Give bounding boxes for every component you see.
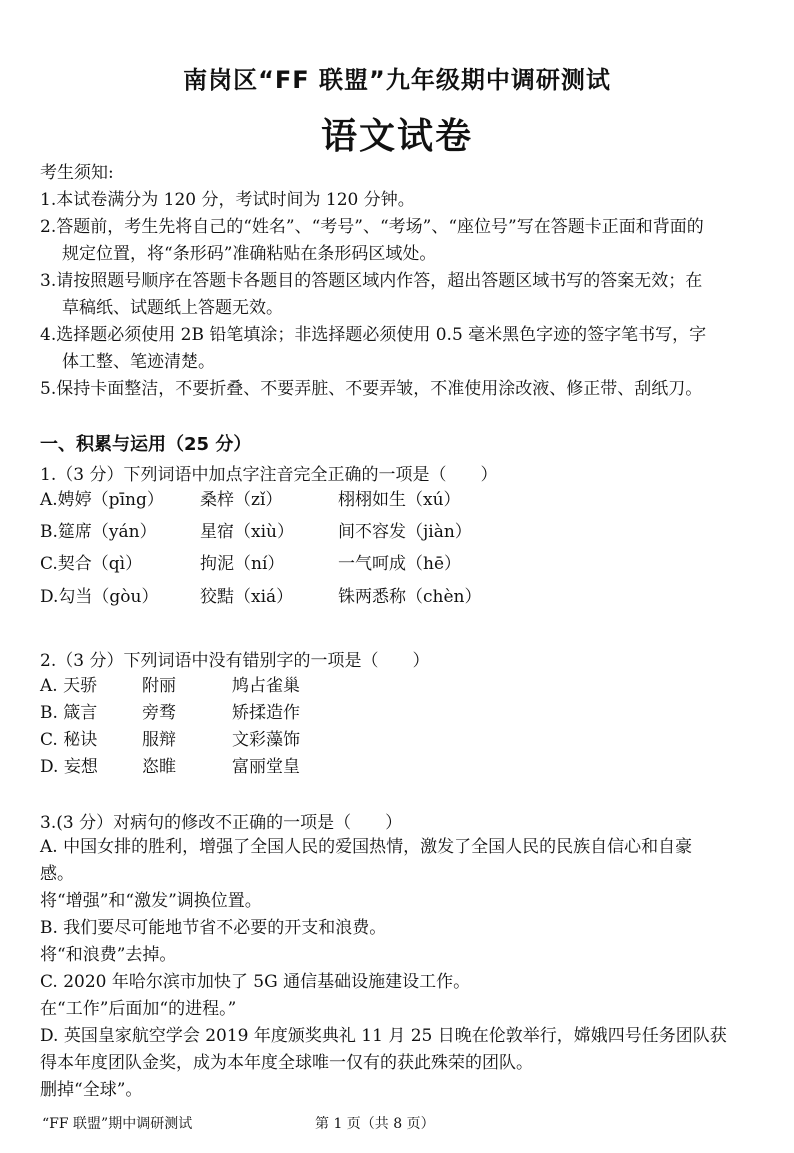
option-word: B. 箴言 xyxy=(40,703,98,723)
notice-line: 5.保持卡面整洁，不要折叠、不要弄脏、不要弄皱，不准使用涂改液、修正带、刮纸刀。 xyxy=(40,379,703,399)
option-word: C.契合（qì） xyxy=(40,554,143,574)
question-3-stem: 3.(3 分）对病句的修改不正确的一项是（ ） xyxy=(40,813,403,833)
exam-subject-title: 语文试卷 xyxy=(320,116,473,157)
exam-header-title: 南岗区“FF 联盟”九年级期中调研测试 xyxy=(183,66,611,94)
option-word: 星宿（xiù） xyxy=(200,522,294,542)
question-1-stem: 1.（3 分）下列词语中加点字注音完全正确的一项是（ ） xyxy=(40,465,498,485)
question-3-line: 将“增强”和“激发”调换位置。 xyxy=(40,891,262,911)
option-word: 间不容发（jiàn） xyxy=(338,522,472,542)
option-word: 富丽堂皇 xyxy=(232,757,300,777)
question-3-body xyxy=(40,834,760,1104)
candidate-notice xyxy=(40,160,760,403)
question-2-stem: 2.（3 分）下列词语中没有错别字的一项是（ ） xyxy=(40,651,430,671)
option-word: 服辩 xyxy=(142,730,176,750)
notice-heading: 考生须知: xyxy=(40,163,114,183)
option-word: 恣睢 xyxy=(142,757,176,777)
option-word: 一气呵成（hē） xyxy=(338,554,462,574)
question-3-line: D. 英国皇家航空学会 2019 年度颁奖典礼 11 月 25 日晚在伦敦举行，嫦娥四号任务团队获 xyxy=(40,1026,727,1046)
notice-line: 2.答题前，考生先将自己的“姓名”、“考号”、“考场”、“座位号”写在答题卡正面和背面的 xyxy=(40,217,704,237)
notice-line: 1.本试卷满分为 120 分，考试时间为 120 分钟。 xyxy=(40,190,415,210)
option-word: D. 妄想 xyxy=(40,757,98,777)
question-3-line: 感。 xyxy=(40,864,74,884)
option-word: 拘泥（ní） xyxy=(200,554,285,574)
option-word: 桑梓（zǐ） xyxy=(200,490,283,510)
question-3-line: 删掉“全球”。 xyxy=(40,1080,143,1100)
option-word: 狡黠（xiá） xyxy=(200,587,294,607)
option-word: C. 秘诀 xyxy=(40,730,98,750)
option-word: D.勾当（gòu） xyxy=(40,587,159,607)
option-word: 铢两悉称（chèn） xyxy=(338,587,482,607)
notice-line: 规定位置，将“条形码”准确粘贴在条形码区域处。 xyxy=(62,244,437,264)
footer-exam-name: “FF 联盟”期中调研测试 xyxy=(42,1116,193,1132)
notice-line: 草稿纸、试题纸上答题无效。 xyxy=(62,298,283,318)
option-word: A. 天骄 xyxy=(40,676,98,696)
question-3-line: 得本年度团队金奖，成为本年度全球唯一仅有的获此殊荣的团队。 xyxy=(40,1053,533,1073)
question-3-line: A. 中国女排的胜利，增强了全国人民的爱国热情，激发了全国人民的民族自信心和自豪 xyxy=(40,837,693,857)
notice-line: 3.请按照题号顺序在答题卡各题目的答题区域内作答，超出答题区域书写的答案无效；在 xyxy=(40,271,703,291)
question-3-line: 在“工作”后面加“的进程。” xyxy=(40,999,237,1019)
option-word: 矫揉造作 xyxy=(232,703,300,723)
question-3-line: C. 2020 年哈尔滨市加快了 5G 通信基础设施建设工作。 xyxy=(40,972,471,992)
question-3-line: 将“和浪费”去掉。 xyxy=(40,945,177,965)
notice-line: 体工整、笔迹清楚。 xyxy=(62,352,215,372)
option-word: 鸠占雀巢 xyxy=(232,676,300,696)
option-word: 旁骛 xyxy=(142,703,176,723)
option-word: 文彩藻饰 xyxy=(232,730,300,750)
footer-page-number: 第 1 页（共 8 页） xyxy=(315,1116,435,1132)
option-word: 栩栩如生（xú） xyxy=(338,490,461,510)
section-heading: 一、积累与运用（25 分） xyxy=(40,434,252,455)
question-3-line: B. 我们要尽可能地节省不必要的开支和浪费。 xyxy=(40,918,387,938)
option-word: A.娉婷（pīng） xyxy=(40,490,164,510)
notice-line: 4.选择题必须使用 2B 铅笔填涂；非选择题必须使用 0.5 毫米黑色字迹的签字笔书写，字 xyxy=(40,325,707,345)
option-word: B.筵席（yán） xyxy=(40,522,157,542)
option-word: 附丽 xyxy=(142,676,176,696)
